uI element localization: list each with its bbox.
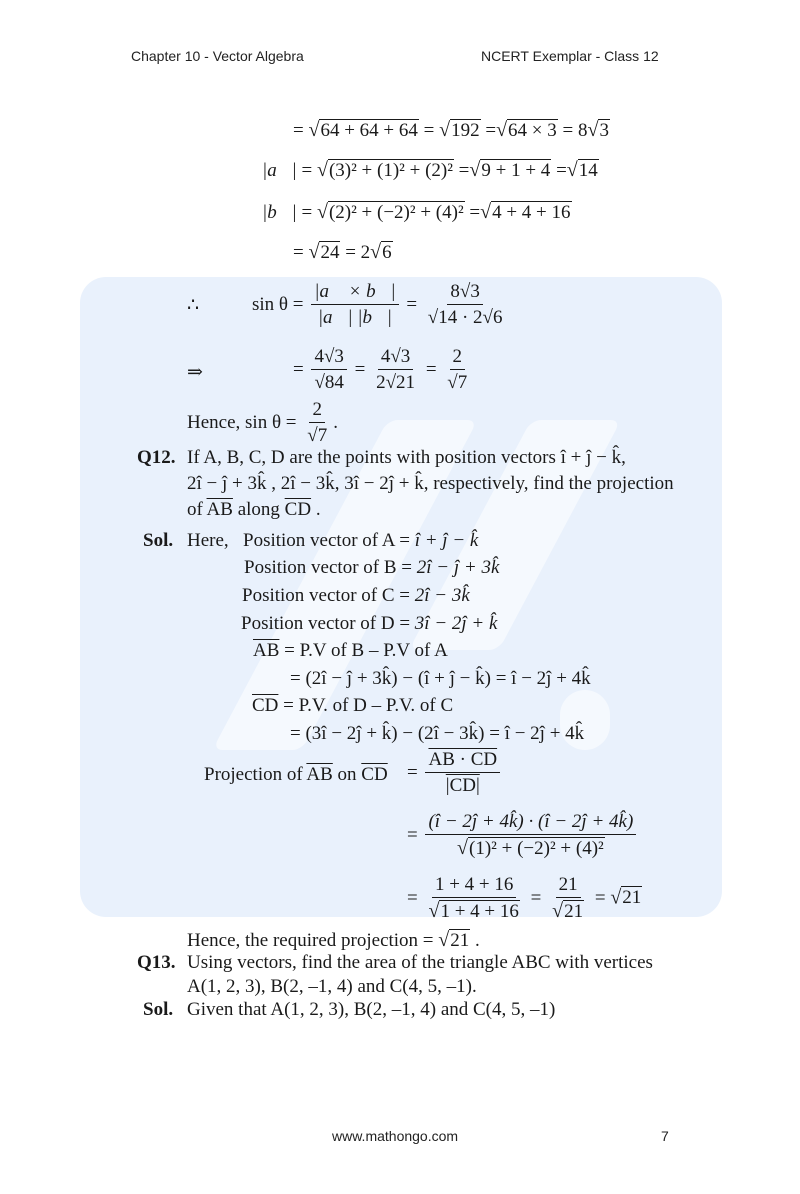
question-label: Q12. xyxy=(137,447,176,468)
vector-cd-calculation: = (3î − 2ĵ + k̂) − (2î − 3k̂) = î − 2ĵ + 4k̂ xyxy=(290,723,585,744)
projection-conclusion: Hence, the required projection = √21 . xyxy=(187,929,480,951)
projection-result: = $\frac{1 + 4 + 16}{√1 + 4 + 16}$ = $\frac{21}{√21}$ = √21 xyxy=(407,874,642,922)
sin-theta-result: Hence, sin θ = $\frac{2}{√7}$ . xyxy=(187,399,338,446)
sin-theta-simplification: = $\frac{4√3}{√84}$ = $\frac{4√3}{2√21}$ = $\frac{2}{√7}$ xyxy=(293,346,468,393)
position-vector-c: Position vector of C = 2î − 3k̂ xyxy=(242,585,470,606)
equation-line: |a⃗| = √(3)² + (1)² + (2)² =√9 + 1 + 4 =√14 xyxy=(262,159,598,181)
position-vector-d: Position vector of D = 3î − 2ĵ + k̂ xyxy=(241,613,498,634)
question-text: If A, B, C, D are the points with position vectors î + ĵ − k̂, xyxy=(187,447,626,468)
question-text: 2î − ĵ + 3k̂ , 2î − 3k̂, 3î − 2ĵ + k̂, respectively, find the projection xyxy=(187,473,674,494)
footer-website: www.mathongo.com xyxy=(332,1128,459,1144)
solution-label: Sol. xyxy=(143,530,174,551)
implies-symbol: ⇒ xyxy=(187,362,203,383)
question-text: Using vectors, find the area of the triangle ABC with vertices xyxy=(187,952,653,973)
equation-line: |b⃗| = √(2)² + (−2)² + (4)² =√4 + 4 + 16 xyxy=(262,201,571,223)
position-vector-b: Position vector of B = 2î − ĵ + 3k̂ xyxy=(244,557,500,578)
equation-line: = √64 + 64 + 64 = √192 =√64 × 3 = 8√3 xyxy=(293,119,609,141)
therefore-symbol: ∴ xyxy=(187,295,200,316)
sin-theta-equation: sin θ = $\frac{|a⃗ \times b⃗|}{|a⃗| |b⃗|}$ = $\frac{8√3}{√14 \cdot 2√6}$ xyxy=(252,281,503,328)
vector-cd-definition: $\overline{CD} = P.V$. of D – P.V. of C xyxy=(252,695,454,716)
vector-ab-definition: $\overline{AB} = P.V$ of B – P.V of A xyxy=(253,640,448,661)
projection-step: = $\frac{(î - 2ĵ + 4k̂) \cdot (î - 2ĵ + 4k̂)}{\text{√(1)² + (−2)² + (4)²}}$ xyxy=(407,810,639,862)
solution-text: Given that A(1, 2, 3), B(2, –1, 4) and C(4, 5, –1) xyxy=(187,999,556,1020)
equation-line: = √24 = 2√6 xyxy=(293,241,392,263)
page-number: 7 xyxy=(661,1128,669,1144)
position-vector-a: Position vector of A = î + ĵ − k̂ xyxy=(243,530,479,551)
question-text: A(1, 2, 3), B(2, –1, 4) and C(4, 5, –1). xyxy=(187,976,477,997)
header-chapter-title: Chapter 10 - Vector Algebra xyxy=(131,48,304,64)
solution-here: Here, xyxy=(187,530,229,551)
projection-label: Projection of $\overline{AB}$ on $\overline{CD}$ xyxy=(204,764,388,785)
vector-ab-calculation: = (2î − ĵ + 3k̂) − (î + ĵ − k̂) = î − 2ĵ + 4k̂ xyxy=(290,668,591,689)
question-label: Q13. xyxy=(137,952,176,973)
header-book-title: NCERT Exemplar - Class 12 xyxy=(481,48,659,64)
projection-formula: = $\frac{AB \cdot CD}{|CD|}$ xyxy=(407,748,503,799)
question-text: of $\overline{AB}$ along $\overline{CD}$ . xyxy=(187,499,321,520)
solution-label: Sol. xyxy=(143,999,174,1020)
